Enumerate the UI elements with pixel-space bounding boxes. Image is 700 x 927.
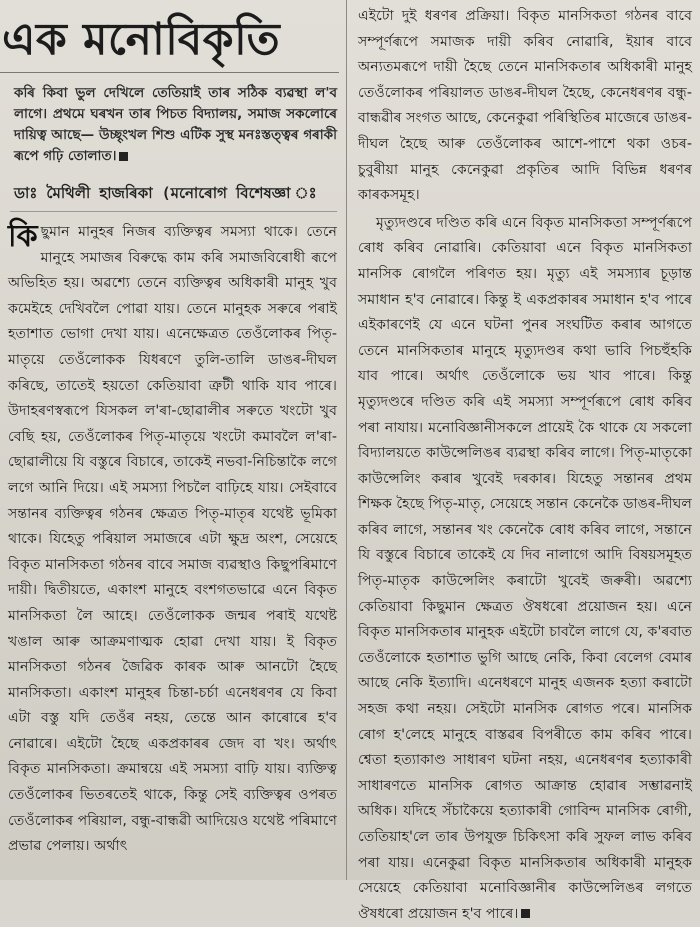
end-mark-icon bbox=[521, 909, 530, 918]
right-para1-text: এইটো দুই ধৰণৰ প্ৰক্ৰিয়া। বিকৃত মানসিকতা গঠনৰ বাবে সম্পূৰ্ণৰূপে সমাজক দায়ী কৰিব নোৱাৰি, ইয়াৰ বাবে অন্যতমৰূপে দায়ী হৈছে তেনে মানসিকতাৰ অধিকাৰী মানুহ তেওঁলোকৰ পৰিয়ালত ডাঙৰ-দীঘল হৈছে, কেনেধৰণৰ বন্ধু-বান্ধৱীৰ সংগত আছে, কেনেকুৱা পৰিস্থিতিৰ মাজেৰে ডাঙৰ-দীঘল হৈছে আৰু তেওঁলোকৰ আশে-পাশে থকা ওচৰ-চুবুৰীয়া মানুহ কেনেকুৱা প্ৰকৃতিৰ আদি বিভিন্ন ধৰণৰ কাৰকসমূহ। bbox=[358, 8, 692, 204]
right-body-paragraph-2 bbox=[350, 211, 700, 927]
right-column bbox=[350, 0, 700, 922]
interviewee-heading: ডাঃ মৈথিলী হাজৰিকা (মনোৰোগ বিশেষজ্ঞা ঃ bbox=[14, 184, 317, 202]
left-body-text: ছুমান মানুহৰ নিজৰ ব্যক্তিত্বৰ সমস্যা থাকে। তেনে মানুহে সমাজৰ বিৰুদ্ধে কাম কৰি সমাজবিৰোধী ৰূপে অভিহিত হয়। অৱশ্যে তেনে ব্যক্তিত্বৰ অধিকাৰী মানুহ খুব কমেইহে দেখিবলৈ পোৱা যায়। তেনে মানুহক সৰুৰে পৰাই হতাশাত ভোগা দেখা যায়। এনেক্ষেত্ৰত তেওঁলোকৰ পিতৃ-মাতৃয়ে তেওঁলোকক যিধৰণে তুলি-তালি ডাঙৰ-দীঘল কৰিছে, তাতেই হয়তো কেতিয়াবা ত্ৰুটী থাকি যাব পাৰে। উদাহৰণস্বৰূপে যিসকল ল'ৰা-ছোৱালীৰ সৰুতে খংটো খুব বেছি হয়, তেওঁলোকৰ পিতৃ-মাতৃয়ে খংটো কমাবলৈ ল'ৰা-ছোৱালীয়ে যি বস্তুৰে বিচাৰে, তাকেই নভবা-নিচিন্তাকৈ লগে লগে আনি দিয়ে। এই সমস্যা পিচলৈ বাঢ়িহে যায়। সেইবাবে সন্তানৰ ব্যক্তিত্বৰ গঠনৰ ক্ষেত্ৰত পিতৃ-মাতৃৰ যথেষ্ট ভূমিকা থাকে। যিহেতু পৰিয়াল সমাজৰে এটা ক্ষুদ্ৰ অংশ, সেয়েহে বিকৃত মানসিকতা গঠনৰ বাবে সমাজ ব্যৱস্থাও কিছুপৰিমাণে দায়ী। দ্বিতীয়তে, একাংশ মানুহে বংশগতভাৱে এনে বিকৃত মানসিকতা লৈ আহে। তেওঁলোকক জন্মৰ পৰাই যথেষ্ট খঙাল আৰু আক্ৰমণাত্মক হোৱা দেখা যায়। ই বিকৃত মানসিকতা গঠনৰ জৈৱিক কাৰক আৰু আনটো হৈছে মানসিকতা। একাংশ মানুহৰ চিন্তা-চৰ্চা এনেধৰণৰ যে কিবা এটা বস্তু যদি তেওঁৰ নহয়, তেন্তে আন কাৰোৰে হ'ব নোৱাৰে। এইটো হৈছে একপ্ৰকাৰৰ জেদ বা খং। অৰ্থাৎ বিকৃত মানসিকতা। ক্ৰমান্বয়ে এই সমস্যা বাঢ়ি যায়। ব্যক্তিত্ব তেওঁলোকৰ ভিতৰতেই থাকে, কিন্তু সেই ব্যক্তিত্বৰ ওপৰত তেওঁলোকৰ পৰিয়াল, বন্ধু-বান্ধৱী আদিয়েও যথেষ্ট পৰিমাণে প্ৰভাৱ পেলায়। অৰ্থাৎ bbox=[8, 224, 337, 855]
end-mark-icon bbox=[119, 152, 128, 161]
headline-rule bbox=[0, 72, 339, 73]
article-headline: এক মনোবিকৃতি bbox=[2, 14, 281, 65]
left-column bbox=[0, 0, 345, 880]
article-intro bbox=[14, 83, 337, 167]
intro-text: কৰি কিবা ভুল দেখিলে তেতিয়াই তাৰ সঠিক ব্যৱস্থা ল'ব লাগে। প্ৰথমে ঘৰখন তাৰ পিচত বিদ্যালয়, সমাজ সকলোৰে দায়িত্ব আছে— উচ্ছৃংখল শিশু এটিক সুস্থ মনঃস্তত্ত্বৰ গৰাকী ৰূপে গঢ়ি তোলাত। bbox=[14, 85, 337, 164]
left-body-paragraph bbox=[0, 212, 345, 860]
right-para2-text: মৃত্যুদণ্ডৰে দণ্ডিত কৰি এনে বিকৃত মানসিকতা সম্পূৰ্ণৰূপে ৰোধ কৰিব নোৱাৰি। কেতিয়াবা এনে বিকৃত মানসিকতা মানসিক ৰোগলৈ পৰিণত হয়। মৃত্যু এই সমস্যাৰ চূড়ান্ত সমাধান হ'ব নোৱাৰে। কিন্তু ই একপ্ৰকাৰৰ সমাধান হ'ব পাৰে এইকাৰণেই যে এনে ঘটনা পুনৰ সংঘটিত কৰাৰ আগতে তেনে মানসিকতাৰ মানুহে মৃত্যুদণ্ডৰ কথা ভাবি পিচহুঁহকি যাব পাৰে। অৰ্থাৎ তেওঁলোকে ভয় খাব পাৰে। কিন্তু মৃত্যুদণ্ডৰে দণ্ডিত কৰি এই সমস্যা সম্পূৰ্ণৰূপে ৰোধ কৰিব পৰা নাযায়। মনোবিজ্ঞানীসকলে প্ৰায়েই কৈ থাকে যে সকলো বিদ্যালয়তে কাউন্সেলিঙৰ ব্যৱস্থা কৰিব লাগে। পিতৃ-মাতৃকো কাউন্সেলিং কৰাৰ খুবেই দৰকাৰ। যিহেতু সন্তানৰ প্ৰথম শিক্ষক হৈছে পিতৃ-মাতৃ, সেয়েহে সন্তান কেনেকৈ ডাঙৰ-দীঘল কৰিব লাগে, সন্তানৰ খং কেনেকৈ ৰোধ কৰিব লাগে, সন্তানে যি বস্তুৰে বিচাৰে তাকেই যে দিব নালাগে আদি বিষয়সমূহত পিতৃ-মাতৃক কাউন্সেলিং কৰাটো খুবেই জৰুৰী। অৱশ্যে কেতিয়াবা কিছুমান ক্ষেত্ৰত ঔষধৰো প্ৰয়োজন হয়। এনে বিকৃত মানসিকতাৰ মানুহক এইটো চাবলৈ লাগে যে, ক'ৰবাত তেওঁলোকে হতাশাত ভুগি আছে নেকি, কিবা বেলেগ বেমাৰ আছে নেকি ইত্যাদি। এনেধৰণে মানুহ এজনক হত্যা কৰাটো সহজ কথা নহয়। সেইটো মানসিক ৰোগত পৰে। মানসিক ৰোগ হ'লেহে মানুহে বাস্তৱৰ বিপৰীতে কাম কৰিব পাৰে। শ্বেতা হত্যাকাণ্ড সাধাৰণ ঘটনা নহয়, এনেধৰণৰ হত্যাকাৰী সাধাৰণতে মানসিক ৰোগত আক্ৰান্ত হোৱাৰ সম্ভাৱনাই অধিক। যদিহে সঁচাকৈয়ে হত্যাকাৰী গোবিন্দ মানসিক ৰোগী, তেতিয়াহ'লে তাৰ উপযুক্ত চিকিৎসা কৰি সুফল লাভ কৰিব পৰা যায়। এনেকুৱা বিকৃত মানসিকতাৰ অধিকাৰী মানুহক সেয়েহে কেতিয়াবা মনোবিজ্ঞানীৰ কাউন্সেলিঙৰ লগতে ঔষধৰো প্ৰয়োজন হ'ব পাৰে। bbox=[358, 214, 692, 922]
drop-cap: কি bbox=[8, 219, 38, 254]
right-body-paragraph-1 bbox=[350, 0, 700, 209]
column-divider bbox=[346, 0, 347, 880]
